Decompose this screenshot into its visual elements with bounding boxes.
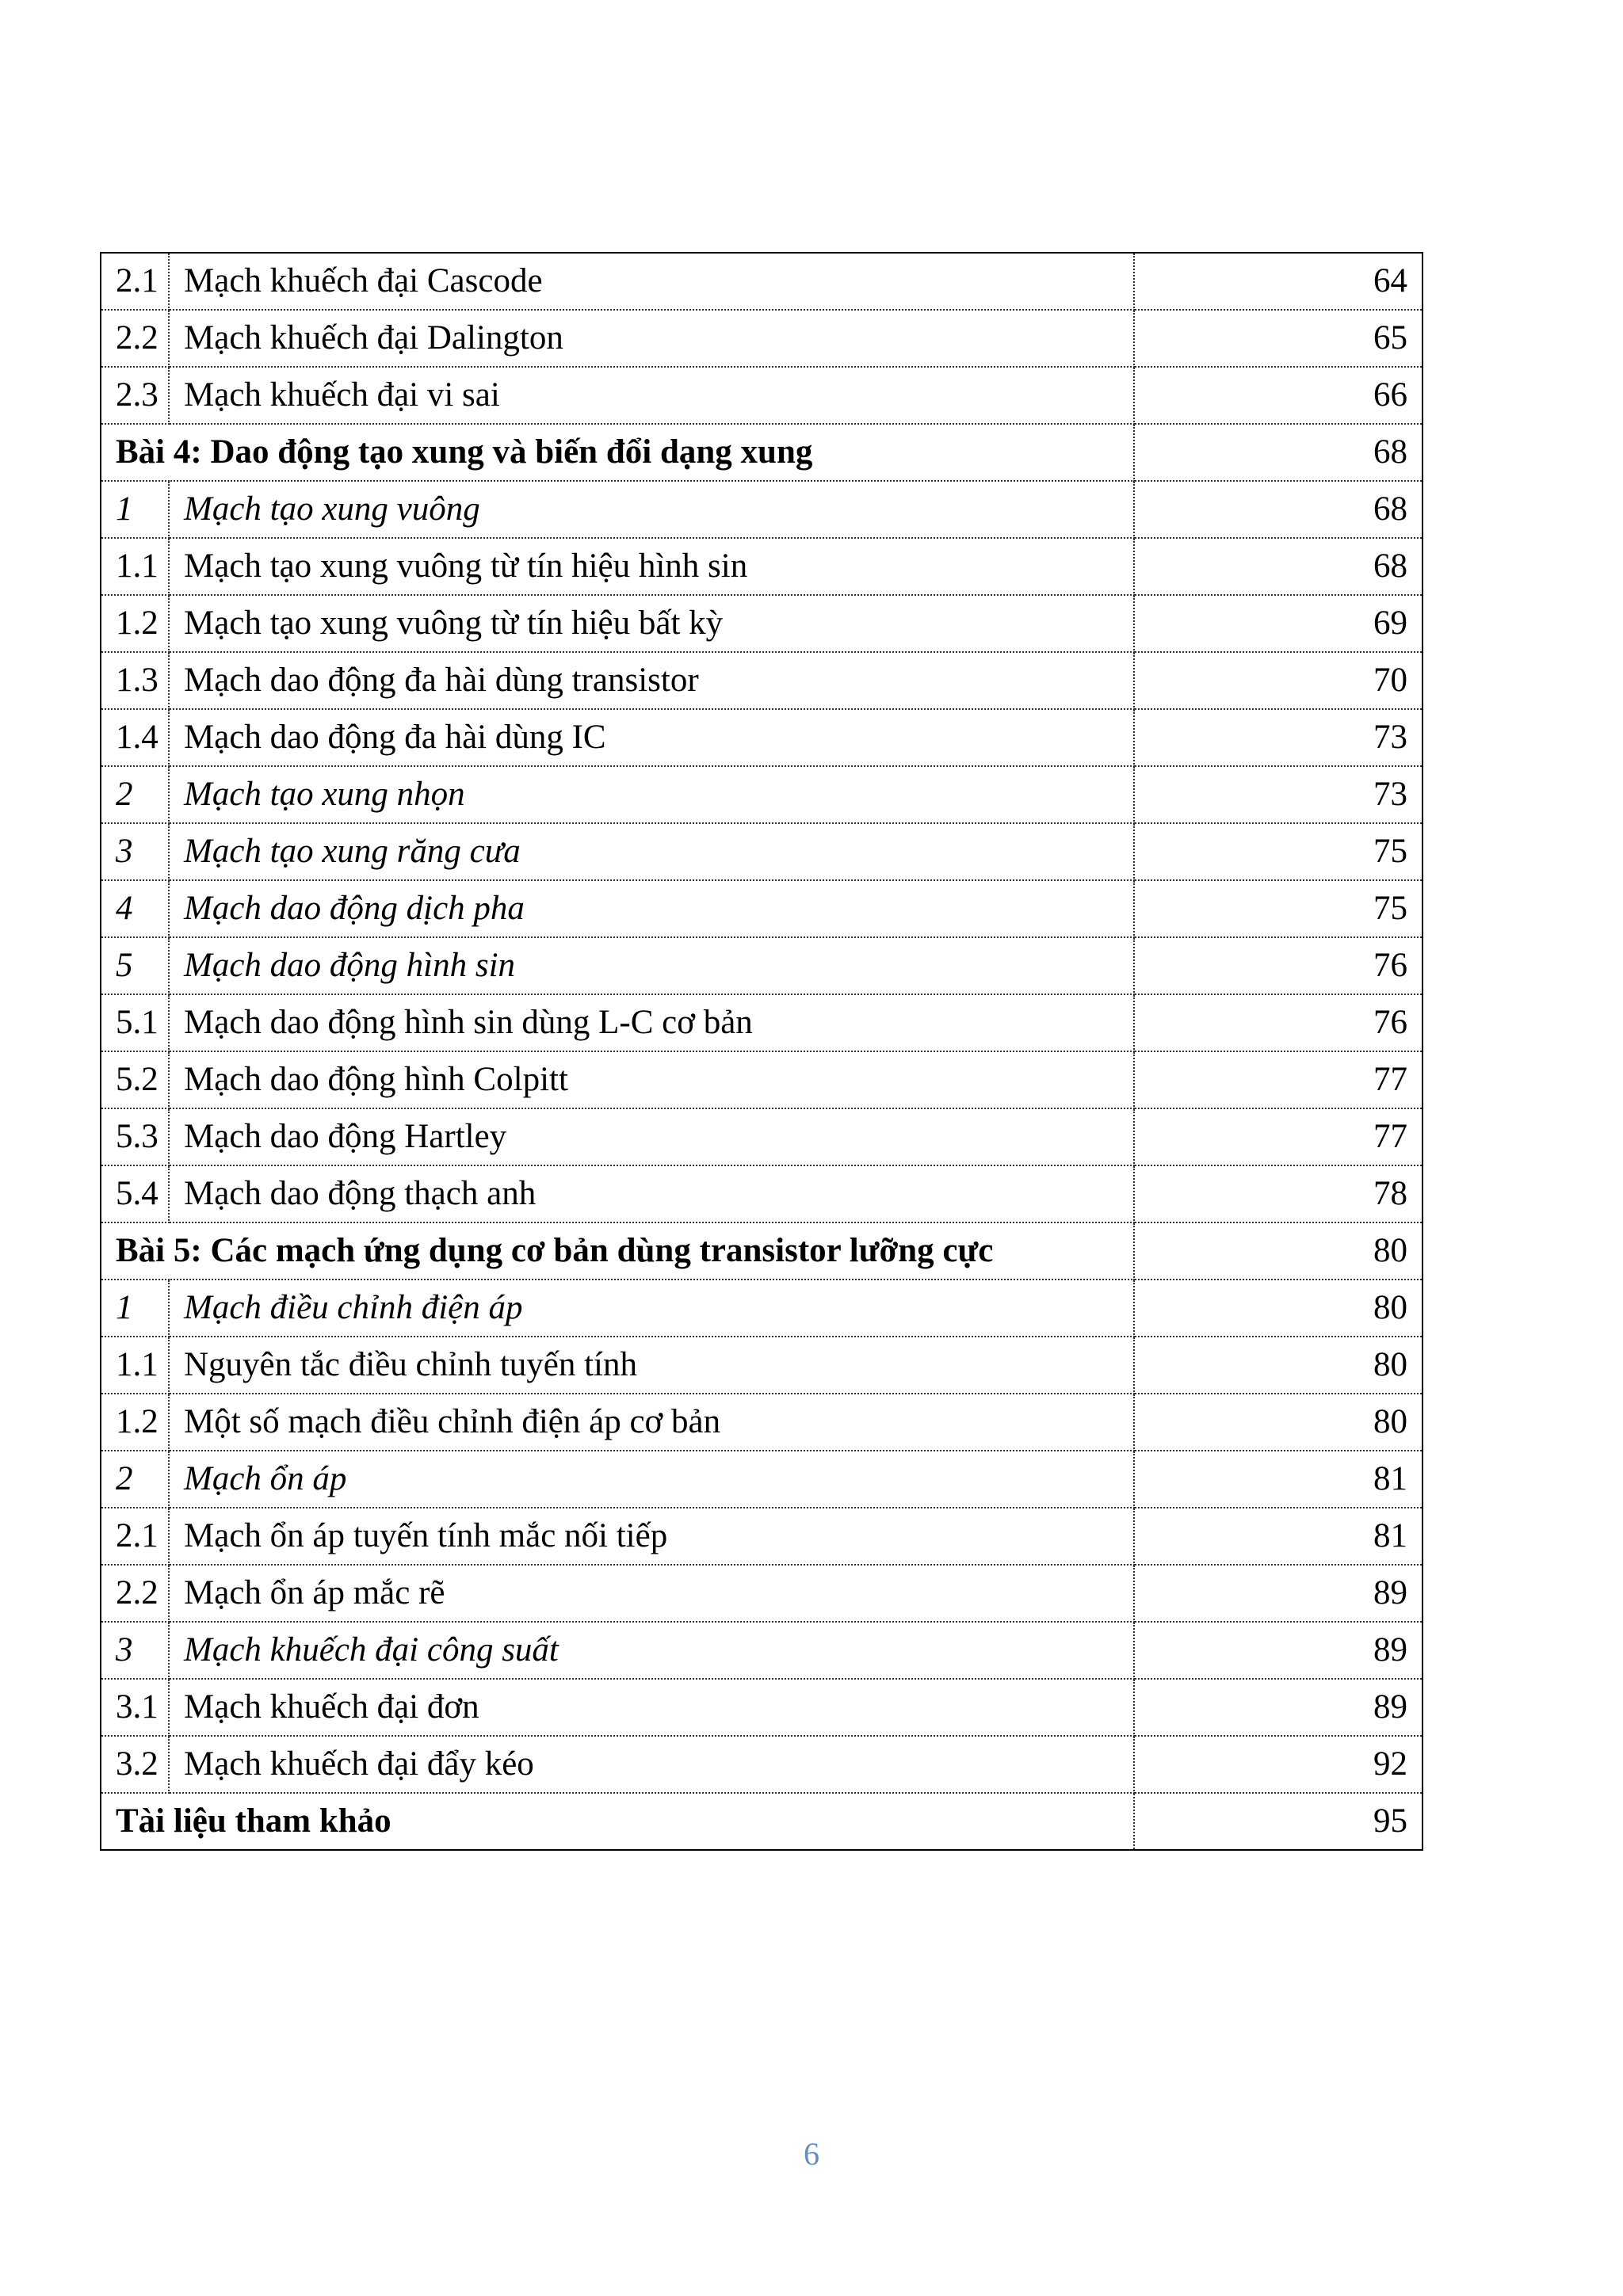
toc-entry-title: Mạch ổn áp xyxy=(169,1451,1134,1508)
toc-row xyxy=(101,994,1423,1051)
toc-entry-number: 2 xyxy=(101,766,169,823)
toc-row xyxy=(101,367,1423,424)
toc-entry-title: Mạch khuếch đại vi sai xyxy=(169,367,1134,424)
toc-entry-title: Mạch tạo xung vuông từ tín hiệu hình sin xyxy=(169,538,1134,595)
toc-row xyxy=(101,709,1423,766)
toc-entry-number: 5.4 xyxy=(101,1165,169,1222)
toc-page-number: 68 xyxy=(1134,538,1423,595)
toc-page-number: 95 xyxy=(1373,1802,1407,1840)
toc-entry-number: 1.1 xyxy=(101,1337,169,1394)
toc-entry-number: 1 xyxy=(101,1280,169,1337)
toc-entry-title: Mạch dao động hình sin xyxy=(169,937,1134,994)
toc-row xyxy=(101,1280,1423,1337)
toc-entry-number: 2 xyxy=(101,1451,169,1508)
toc-entry-number: 3 xyxy=(101,1622,169,1679)
toc-chapter-row xyxy=(101,1222,1423,1280)
toc-page-number: 76 xyxy=(1134,994,1423,1051)
toc-row xyxy=(101,595,1423,652)
toc-row xyxy=(101,1622,1423,1679)
toc-entry-title: Mạch dao động hình sin dùng L-C cơ bản xyxy=(169,994,1134,1051)
toc-row xyxy=(101,253,1423,310)
toc-row xyxy=(101,310,1423,367)
toc-entry-number: 1.2 xyxy=(101,595,169,652)
toc-page-number: 89 xyxy=(1134,1565,1423,1622)
toc-page-number: 80 xyxy=(1134,1280,1423,1337)
toc-entry-title: Một số mạch điều chỉnh điện áp cơ bản xyxy=(169,1394,1134,1451)
toc-entry-number: 3 xyxy=(101,823,169,880)
toc-row xyxy=(101,1679,1423,1736)
toc-page-number: 68 xyxy=(1134,424,1423,481)
toc-page-number: 65 xyxy=(1134,310,1423,367)
toc-page-number: 81 xyxy=(1134,1451,1423,1508)
toc-entry-number: 4 xyxy=(101,880,169,937)
toc-entry-number: 5.2 xyxy=(101,1051,169,1108)
toc-page-number: 77 xyxy=(1134,1051,1423,1108)
toc-entry-number: 2.1 xyxy=(101,253,169,310)
toc-entry-number: 5.3 xyxy=(101,1108,169,1165)
toc-page-number: 64 xyxy=(1134,253,1423,310)
toc-entry-number: 1.1 xyxy=(101,538,169,595)
toc-entry-title: Mạch dao động đa hài dùng transistor xyxy=(169,652,1134,709)
table-of-contents xyxy=(100,252,1423,1851)
toc-entry-title: Mạch dao động hình Colpitt xyxy=(169,1051,1134,1108)
toc-page-number: 66 xyxy=(1134,367,1423,424)
toc-entry-title: Mạch dao động Hartley xyxy=(169,1108,1134,1165)
toc-entry-number: 5 xyxy=(101,937,169,994)
toc-chapter-title: Bài 4: Dao động tạo xung và biến đổi dạng xung xyxy=(101,424,1134,481)
toc-entry-title: Mạch ổn áp tuyến tính mắc nối tiếp xyxy=(169,1508,1134,1565)
toc-entry-number: 3.1 xyxy=(101,1679,169,1736)
toc-entry-number: 1 xyxy=(101,481,169,538)
toc-entry-title: Mạch tạo xung răng cưa xyxy=(169,823,1134,880)
toc-row xyxy=(101,1337,1423,1394)
toc-entry-title: Nguyên tắc điều chỉnh tuyến tính xyxy=(169,1337,1134,1394)
toc-row xyxy=(101,766,1423,823)
toc-chapter-row xyxy=(101,1793,1423,1850)
toc-entry-title: Mạch khuếch đại Cascode xyxy=(169,253,1134,310)
toc-row xyxy=(101,1394,1423,1451)
toc-page-number: 80 xyxy=(1134,1222,1423,1280)
toc-entry-title: Mạch ổn áp mắc rẽ xyxy=(169,1565,1134,1622)
toc-chapter-title: Bài 5: Các mạch ứng dụng cơ bản dùng transistor lưỡng cực xyxy=(101,1222,1134,1280)
toc-entry-number: 3.2 xyxy=(101,1736,169,1793)
toc-entry-number: 1.4 xyxy=(101,709,169,766)
toc-entry-title: Mạch tạo xung nhọn xyxy=(169,766,1134,823)
toc-page-number: 78 xyxy=(1134,1165,1423,1222)
page-number: 6 xyxy=(804,2136,819,2172)
toc-row xyxy=(101,652,1423,709)
toc-row xyxy=(101,538,1423,595)
toc-entry-number: 5.1 xyxy=(101,994,169,1051)
toc-entry-title: Mạch điều chỉnh điện áp xyxy=(169,1280,1134,1337)
toc-entry-title: Mạch tạo xung vuông từ tín hiệu bất kỳ xyxy=(169,595,1134,652)
toc-entry-number: 2.3 xyxy=(101,367,169,424)
toc-entry-title: Mạch khuếch đại công suất xyxy=(169,1622,1134,1679)
toc-entry-number: 1.2 xyxy=(101,1394,169,1451)
toc-page-number: 77 xyxy=(1134,1108,1423,1165)
toc-page-number: 80 xyxy=(1134,1337,1423,1394)
toc-row xyxy=(101,1736,1423,1793)
toc-entry-number: 2.2 xyxy=(101,310,169,367)
toc-row xyxy=(101,1165,1423,1222)
toc-entry-number: 2.1 xyxy=(101,1508,169,1565)
toc-row xyxy=(101,1508,1423,1565)
toc-body xyxy=(101,253,1423,1850)
toc-page-number: 70 xyxy=(1134,652,1423,709)
toc-row xyxy=(101,937,1423,994)
toc-row xyxy=(101,1565,1423,1622)
toc-page-number: 80 xyxy=(1134,1394,1423,1451)
toc-page-number: 73 xyxy=(1134,709,1423,766)
toc-page-number: 68 xyxy=(1134,481,1423,538)
toc-page-number: 69 xyxy=(1134,595,1423,652)
toc-page-number: 89 xyxy=(1134,1679,1423,1736)
toc-row xyxy=(101,823,1423,880)
toc-row xyxy=(101,1051,1423,1108)
toc-page-number: 92 xyxy=(1134,1736,1423,1793)
toc-entry-title: Mạch dao động dịch pha xyxy=(169,880,1134,937)
toc-row xyxy=(101,1108,1423,1165)
toc-entry-number: 2.2 xyxy=(101,1565,169,1622)
toc-page-number: 73 xyxy=(1134,766,1423,823)
toc-row xyxy=(101,880,1423,937)
toc-entry-title: Mạch khuếch đại đẩy kéo xyxy=(169,1736,1134,1793)
toc-entry-title: Mạch tạo xung vuông xyxy=(169,481,1134,538)
toc-page-number: 81 xyxy=(1134,1508,1423,1565)
toc-page-number: 76 xyxy=(1134,937,1423,994)
toc-chapter-row xyxy=(101,424,1423,481)
toc-entry-title: Mạch dao động thạch anh xyxy=(169,1165,1134,1222)
toc-entry-title: Mạch khuếch đại đơn xyxy=(169,1679,1134,1736)
toc-entry-number: 1.3 xyxy=(101,652,169,709)
toc-page-number: 89 xyxy=(1134,1622,1423,1679)
toc-page-number: 75 xyxy=(1134,880,1423,937)
toc-page-number: 75 xyxy=(1134,823,1423,880)
toc-chapter-title: Tài liệu tham khảo xyxy=(101,1793,1134,1850)
toc-entry-title: Mạch dao động đa hài dùng IC xyxy=(169,709,1134,766)
toc-entry-title: Mạch khuếch đại Dalington xyxy=(169,310,1134,367)
toc-row xyxy=(101,1451,1423,1508)
toc-row xyxy=(101,481,1423,538)
